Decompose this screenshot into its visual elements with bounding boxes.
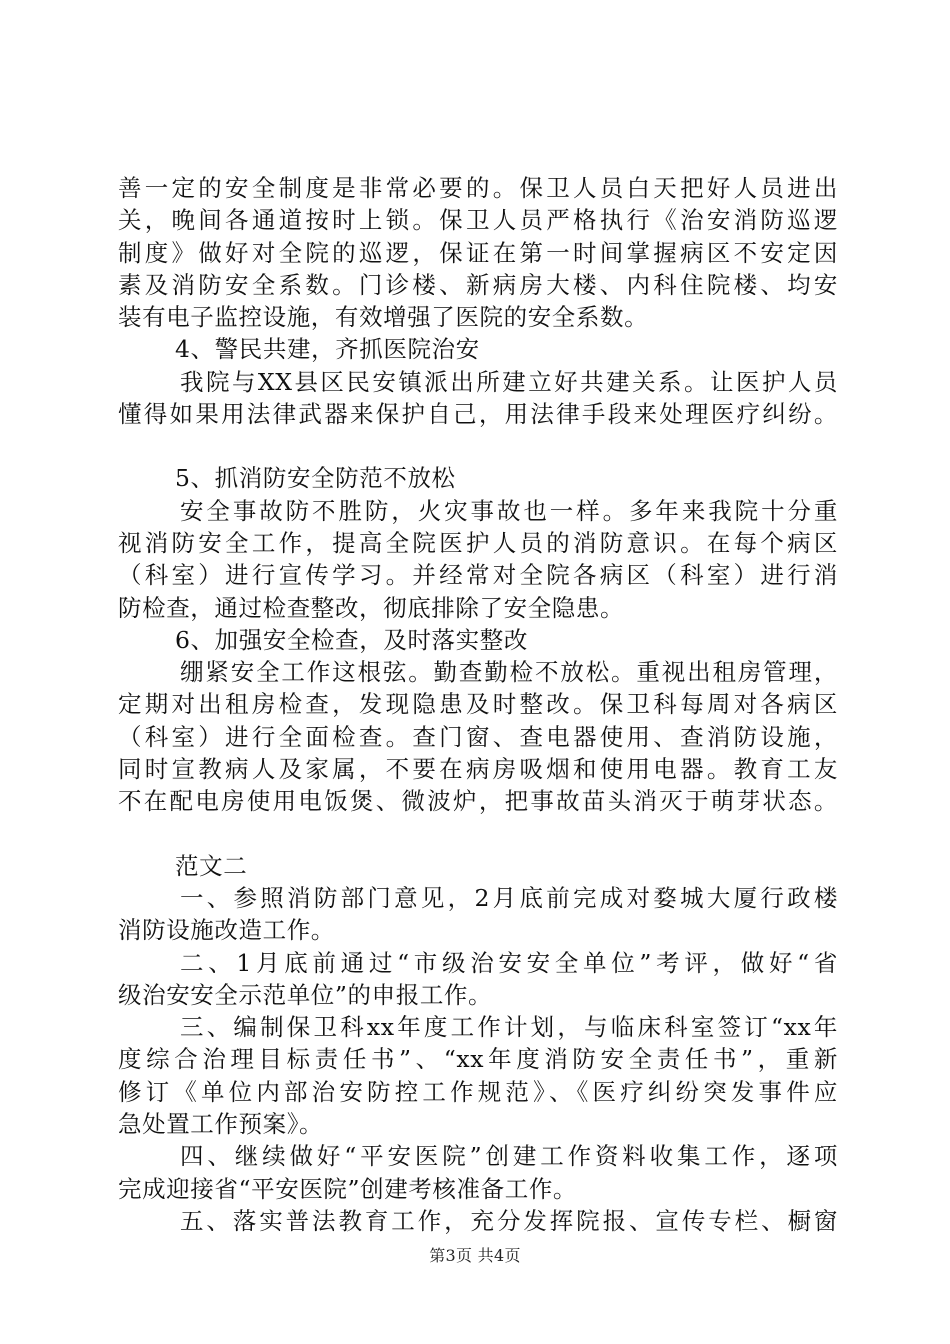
paragraph-line: 定期对出租房检查，发现隐患及时整改。保卫科每周对各病区 [118, 690, 838, 719]
paragraph-line: 安全事故防不胜防，火灾事故也一样。多年来我院十分重 [180, 496, 838, 525]
paragraph-line: 素及消防安全系数。门诊楼、新病房大楼、内科住院楼、均安 [118, 270, 838, 299]
section-heading-4: 4、警民共建，齐抓医院治安 [175, 335, 480, 364]
paragraph-gap [118, 818, 838, 850]
paragraph-line: （科室）进行宣传学习。并经常对全院各病区（科室）进行消 [118, 561, 838, 590]
paragraph-gap [118, 430, 838, 462]
list-item-line: 度综合治理目标责任书”、“xx年度消防安全责任书”，重新 [118, 1045, 838, 1074]
paragraph-line: 我院与XX县区民安镇派出所建立好共建关系。让医护人员 [180, 367, 838, 396]
paragraph-line: 防检查，通过检查整改，彻底排除了安全隐患。 [118, 593, 625, 622]
section-heading-5: 5、抓消防安全防范不放松 [175, 464, 456, 493]
list-item-line: 三、编制保卫科xx年度工作计划，与临床科室签订“xx年 [180, 1013, 838, 1042]
list-item-line: 级治安安全示范单位”的申报工作。 [118, 980, 493, 1009]
paragraph-line: 装有电子监控设施，有效增强了医院的安全系数。 [118, 303, 649, 332]
list-item-line: 五、落实普法教育工作，充分发挥院报、宣传专栏、橱窗 [180, 1206, 838, 1235]
list-item-line: 二、1月底前通过“市级治安安全单位”考评，做好“省 [180, 948, 838, 977]
paragraph-line: 同时宣教病人及家属，不要在病房吸烟和使用电器。教育工友 [118, 755, 838, 784]
page-footer: 第3页 共4页 [429, 1246, 521, 1265]
list-item-line: 四、继续做好“平安医院”创建工作资料收集工作，逐项 [180, 1142, 838, 1171]
list-item-line: 一、参照消防部门意见，2月底前完成对婺城大厦行政楼 [180, 883, 838, 912]
list-item-line: 完成迎接省“平安医院”创建考核准备工作。 [118, 1174, 578, 1203]
list-item-line: 消防设施改造工作。 [118, 916, 335, 945]
paragraph-line: （科室）进行全面检查。查门窗、查电器使用、查消防设施， [118, 722, 838, 751]
paragraph-line: 制度》做好对全院的巡逻，保证在第一时间掌握病区不安定因 [118, 238, 838, 267]
paragraph-line: 绷紧安全工作这根弦。勤查勤检不放松。重视出租房管理， [180, 658, 838, 687]
document-body [118, 172, 838, 1237]
section-title: 范文二 [175, 851, 248, 880]
paragraph-line: 善一定的安全制度是非常必要的。保卫人员白天把好人员进出 [118, 174, 838, 202]
list-item-line: 修订《单位内部治安防控工作规范》、《医疗纠纷突发事件应 [118, 1077, 838, 1106]
paragraph-line: 不在配电房使用电饭煲、微波炉，把事故苗头消灭于萌芽状态。 [118, 787, 838, 816]
paragraph-line: 关，晚间各通道按时上锁。保卫人员严格执行《治安消防巡逻 [118, 206, 838, 235]
section-heading-6: 6、加强安全检查，及时落实整改 [175, 625, 528, 654]
list-item-line: 急处置工作预案》。 [118, 1110, 324, 1139]
paragraph-line: 懂得如果用法律武器来保护自己，用法律手段来处理医疗纠纷。 [118, 400, 838, 429]
paragraph-line: 视消防安全工作，提高全院医护人员的消防意识。在每个病区 [118, 528, 838, 557]
